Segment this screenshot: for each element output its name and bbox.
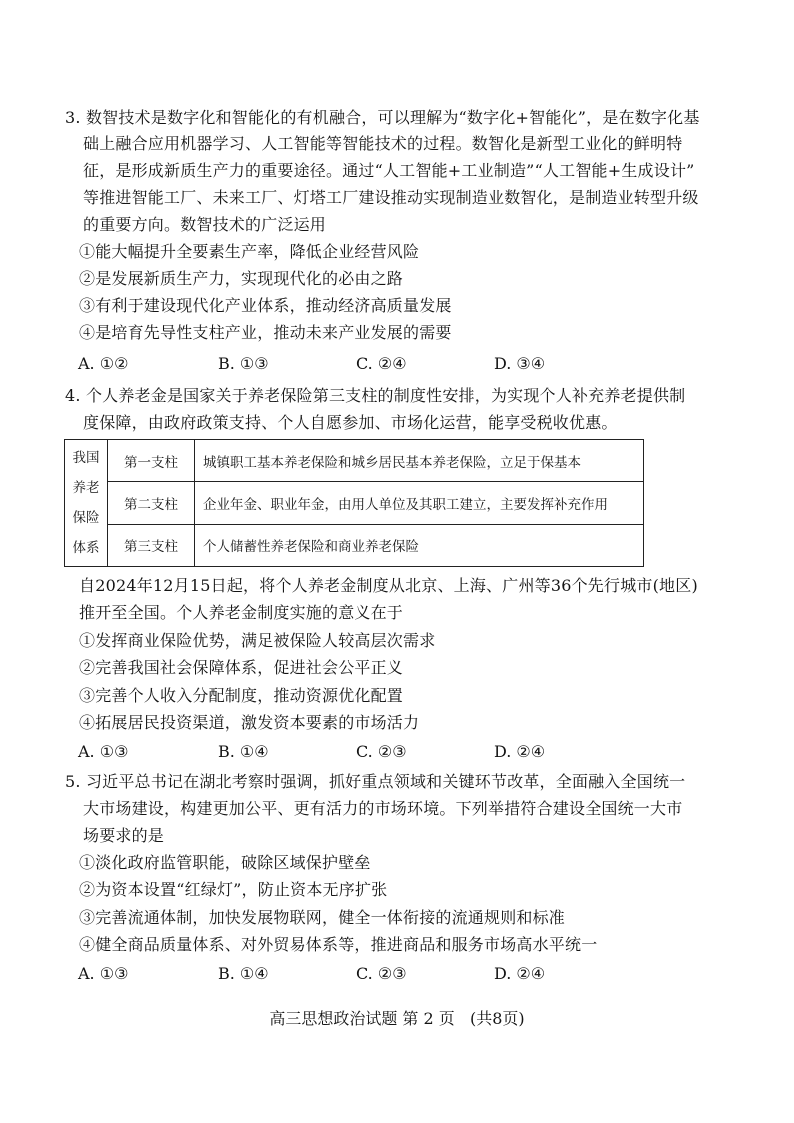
table-header-char: 我国 [72, 450, 100, 466]
pillar-description: 个人储蓄性养老保险和商业养老保险 [195, 524, 644, 566]
q4-after-line-2: 推开至全国。个人养老金制度实施的意义在于 [79, 603, 404, 622]
q4-stem-line-2: 度保障，由政府政策支持、个人自愿参加、市场化运营，能享受税收优惠。 [83, 413, 618, 432]
q3-statement-4: ④是培育先导性支柱产业，推动未来产业发展的需要 [79, 323, 452, 342]
q3-statement-3: ③有利于建设现代化产业体系，推动经济高质量发展 [79, 296, 452, 315]
pension-system-table [64, 439, 644, 567]
q5-option-a: A. ①③ [78, 964, 129, 983]
table-header-char: 体系 [72, 540, 100, 556]
q4-statement-2: ②完善我国社会保障体系，促进社会公平正义 [79, 658, 404, 677]
q3-stem-line-5: 的重要方向。数智技术的广泛运用 [83, 215, 327, 234]
q3-statement-1: ①能大幅提升全要素生产率，降低企业经营风险 [79, 242, 420, 261]
q3-option-b: B. ①③ [218, 354, 269, 373]
table-header-cell [65, 440, 108, 567]
q4-option-a: A. ①③ [78, 742, 129, 761]
q5-statement-3: ③完善流通体制，加快发展物联网，健全一体衔接的流通规则和标准 [79, 908, 566, 927]
q5-option-d: D. ②④ [494, 964, 546, 983]
q4-stem-line-1: 4. 个人养老金是国家关于养老保险第三支柱的制度性安排，为实现个人补充养老提供制 [65, 386, 686, 405]
q3-option-c: C. ②④ [356, 354, 407, 373]
pillar-name: 第二支柱 [108, 482, 195, 524]
q5-option-b: B. ①④ [218, 964, 269, 983]
table-header-char: 养老 [72, 480, 100, 496]
q3-stem-line-1: 3. 数智技术是数字化和智能化的有机融合，可以理解为“数字化+智能化”，是在数字化基 [65, 108, 700, 127]
q5-statement-1: ①淡化政府监管职能，破除区域保护壁垒 [79, 853, 371, 872]
q5-stem-line-1: 5. 习近平总书记在湖北考察时强调，抓好重点领域和关键环节改革，全面融入全国统一 [65, 772, 686, 791]
table-header-char: 保险 [72, 510, 100, 526]
q4-after-line-1: 自2024年12月15日起，将个人养老金制度从北京、上海、广州等36个先行城市(地区) [79, 576, 698, 595]
q4-option-b: B. ①④ [218, 742, 269, 761]
q3-stem-line-3: 征，是形成新质生产力的重要途径。通过“人工智能+工业制造”“人工智能+生成设计” [83, 161, 695, 180]
q5-stem-line-2: 大市场建设，构建更加公平、更有活力的市场环境。下列举措符合建设全国统一大市 [83, 799, 683, 818]
q4-option-c: C. ②③ [356, 742, 407, 761]
pillar-description: 城镇职工基本养老保险和城乡居民基本养老保险，立足于保基本 [195, 440, 644, 482]
q5-statement-4: ④健全商品质量体系、对外贸易体系等，推进商品和服务市场高水平统一 [79, 935, 598, 954]
pillar-name: 第一支柱 [108, 440, 195, 482]
q5-option-c: C. ②③ [356, 964, 407, 983]
page-footer: 高三思想政治试题 第 2 页 (共8页) [269, 1009, 525, 1028]
q4-statement-4: ④拓展居民投资渠道，激发资本要素的市场活力 [79, 713, 420, 732]
q3-stem-line-4: 等推进智能工厂、未来工厂、灯塔工厂建设推动实现制造业数智化，是制造业转型升级 [83, 188, 699, 207]
q4-statement-1: ①发挥商业保险优势，满足被保险人较高层次需求 [79, 631, 436, 650]
q3-option-d: D. ③④ [494, 354, 546, 373]
pillar-name: 第三支柱 [108, 524, 195, 566]
table-row [65, 524, 644, 566]
pillar-description: 企业年金、职业年金，由用人单位及其职工建立，主要发挥补充作用 [195, 482, 644, 524]
q4-option-d: D. ②④ [494, 742, 546, 761]
q3-stem-line-2: 础上融合应用机器学习、人工智能等智能技术的过程。数智化是新型工业化的鲜明特 [83, 134, 683, 153]
q5-statement-2: ②为资本设置“红绿灯”，防止资本无序扩张 [79, 880, 388, 899]
q5-stem-line-3: 场要求的是 [83, 826, 165, 845]
q3-statement-2: ②是发展新质生产力，实现现代化的必由之路 [79, 269, 404, 288]
q3-option-a: A. ①② [78, 354, 129, 373]
q4-statement-3: ③完善个人收入分配制度，推动资源优化配置 [79, 686, 404, 705]
table-row [65, 440, 644, 482]
table-row [65, 482, 644, 524]
